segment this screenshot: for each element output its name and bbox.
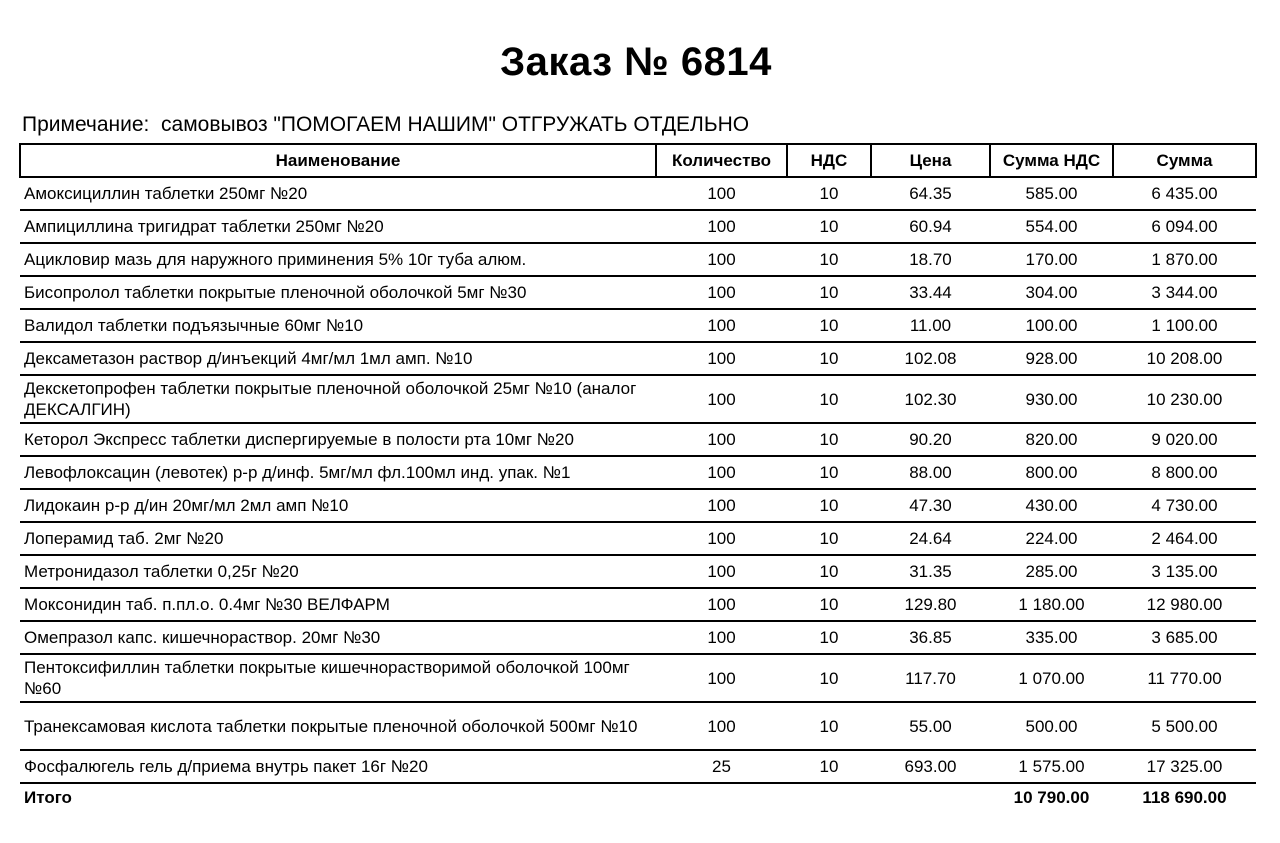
cell-price: 102.30 <box>871 375 990 423</box>
table-row <box>20 342 1256 375</box>
table-row <box>20 177 1256 210</box>
table-row <box>20 555 1256 588</box>
cell-vat-sum: 1 180.00 <box>990 588 1113 621</box>
cell-vat: 10 <box>787 750 871 783</box>
table-row <box>20 702 1256 750</box>
cell-vat-sum: 554.00 <box>990 210 1113 243</box>
cell-qty: 100 <box>656 342 787 375</box>
table-row <box>20 489 1256 522</box>
table-row <box>20 621 1256 654</box>
table-row <box>20 276 1256 309</box>
total-label: Итого <box>24 787 72 807</box>
table-row <box>20 423 1256 456</box>
cell-name: Фосфалюгель гель д/приема внутрь пакет 16г №20 <box>20 750 656 783</box>
cell-price: 117.70 <box>871 654 990 702</box>
cell-price: 102.08 <box>871 342 990 375</box>
col-header-name: Наименование <box>20 144 656 177</box>
cell-sum: 12 980.00 <box>1113 588 1256 621</box>
cell-name: Омепразол капс. кишечнораствор. 20мг №30 <box>20 621 656 654</box>
cell-sum: 17 325.00 <box>1113 750 1256 783</box>
cell-qty: 100 <box>656 309 787 342</box>
cell-sum: 4 730.00 <box>1113 489 1256 522</box>
cell-qty: 100 <box>656 456 787 489</box>
cell-qty: 100 <box>656 423 787 456</box>
table-row <box>20 588 1256 621</box>
cell-vat-sum: 285.00 <box>990 555 1113 588</box>
cell-name: Лидокаин р-р д/ин 20мг/мл 2мл амп №10 <box>20 489 656 522</box>
cell-sum: 3 685.00 <box>1113 621 1256 654</box>
table-row <box>20 456 1256 489</box>
cell-sum: 5 500.00 <box>1113 702 1256 750</box>
table-row <box>20 375 1256 423</box>
col-header-vat-sum: Сумма НДС <box>990 144 1113 177</box>
cell-qty: 100 <box>656 276 787 309</box>
cell-name: Транексамовая кислота таблетки покрытые пленочной оболочкой 500мг №10 <box>20 702 656 750</box>
cell-vat-sum: 800.00 <box>990 456 1113 489</box>
cell-price: 129.80 <box>871 588 990 621</box>
cell-vat: 10 <box>787 243 871 276</box>
table-header-row <box>20 144 1256 177</box>
page-title: Заказ № 6814 <box>500 40 772 84</box>
cell-qty: 100 <box>656 588 787 621</box>
cell-price: 64.35 <box>871 177 990 210</box>
cell-vat: 10 <box>787 621 871 654</box>
cell-vat-sum: 224.00 <box>990 522 1113 555</box>
cell-price: 33.44 <box>871 276 990 309</box>
table-row <box>20 309 1256 342</box>
cell-name: Бисопролол таблетки покрытые пленочной оболочкой 5мг №30 <box>20 276 656 309</box>
cell-vat: 10 <box>787 588 871 621</box>
cell-vat: 10 <box>787 702 871 750</box>
cell-sum: 3 344.00 <box>1113 276 1256 309</box>
cell-name: Амоксициллин таблетки 250мг №20 <box>20 177 656 210</box>
cell-price: 693.00 <box>871 750 990 783</box>
cell-sum: 9 020.00 <box>1113 423 1256 456</box>
cell-sum: 11 770.00 <box>1113 654 1256 702</box>
order-note: Примечание: самовывоз "ПОМОГАЕМ НАШИМ" ОТГРУЖАТЬ ОТДЕЛЬНО <box>22 113 750 136</box>
cell-sum: 6 435.00 <box>1113 177 1256 210</box>
cell-name: Лоперамид таб. 2мг №20 <box>20 522 656 555</box>
cell-name: Кеторол Экспресс таблетки диспергируемые в полости рта 10мг №20 <box>20 423 656 456</box>
cell-vat-sum: 170.00 <box>990 243 1113 276</box>
total-row <box>20 783 1256 810</box>
cell-vat: 10 <box>787 210 871 243</box>
col-header-price: Цена <box>871 144 990 177</box>
cell-vat: 10 <box>787 342 871 375</box>
cell-sum: 6 094.00 <box>1113 210 1256 243</box>
cell-vat-sum: 1 575.00 <box>990 750 1113 783</box>
table-row <box>20 522 1256 555</box>
cell-name: Дексаметазон раствор д/инъекций 4мг/мл 1мл амп. №10 <box>20 342 656 375</box>
cell-name: Пентоксифиллин таблетки покрытые кишечнорастворимой оболочкой 100мг №60 <box>20 654 656 702</box>
cell-name: Метронидазол таблетки 0,25г №20 <box>20 555 656 588</box>
cell-name: Валидол таблетки подъязычные 60мг №10 <box>20 309 656 342</box>
table-row <box>20 750 1256 783</box>
table-row <box>20 210 1256 243</box>
cell-vat-sum: 100.00 <box>990 309 1113 342</box>
cell-vat: 10 <box>787 456 871 489</box>
cell-price: 55.00 <box>871 702 990 750</box>
total-vat-sum: 10 790.00 <box>1013 787 1090 807</box>
cell-qty: 100 <box>656 555 787 588</box>
cell-vat: 10 <box>787 375 871 423</box>
cell-vat: 10 <box>787 489 871 522</box>
cell-vat-sum: 430.00 <box>990 489 1113 522</box>
cell-qty: 100 <box>656 654 787 702</box>
cell-sum: 10 230.00 <box>1113 375 1256 423</box>
cell-vat-sum: 820.00 <box>990 423 1113 456</box>
cell-sum: 10 208.00 <box>1113 342 1256 375</box>
table-row <box>20 654 1256 702</box>
cell-sum: 3 135.00 <box>1113 555 1256 588</box>
cell-price: 90.20 <box>871 423 990 456</box>
cell-vat-sum: 304.00 <box>990 276 1113 309</box>
table-row <box>20 243 1256 276</box>
total-empty-cell <box>787 783 871 810</box>
cell-qty: 100 <box>656 243 787 276</box>
cell-vat: 10 <box>787 276 871 309</box>
col-header-vat: НДС <box>787 144 871 177</box>
cell-vat-sum: 930.00 <box>990 375 1113 423</box>
cell-price: 47.30 <box>871 489 990 522</box>
cell-qty: 100 <box>656 375 787 423</box>
cell-vat: 10 <box>787 423 871 456</box>
cell-qty: 100 <box>656 702 787 750</box>
cell-vat-sum: 928.00 <box>990 342 1113 375</box>
cell-name: Декскетопрофен таблетки покрытые пленочной оболочкой 25мг №10 (аналог ДЕКСАЛГИН) <box>20 375 656 423</box>
order-table <box>19 143 1257 810</box>
cell-sum: 1 100.00 <box>1113 309 1256 342</box>
cell-name: Левофлоксацин (левотек) р-р д/инф. 5мг/мл фл.100мл инд. упак. №1 <box>20 456 656 489</box>
cell-name: Моксонидин таб. п.пл.о. 0.4мг №30 ВЕЛФАРМ <box>20 588 656 621</box>
cell-vat: 10 <box>787 522 871 555</box>
cell-name: Ацикловир мазь для наружного приминения 5% 10г туба алюм. <box>20 243 656 276</box>
cell-vat: 10 <box>787 309 871 342</box>
total-empty-cell <box>656 783 787 810</box>
cell-sum: 8 800.00 <box>1113 456 1256 489</box>
cell-qty: 100 <box>656 177 787 210</box>
cell-vat-sum: 500.00 <box>990 702 1113 750</box>
cell-vat: 10 <box>787 555 871 588</box>
col-header-sum: Сумма <box>1113 144 1256 177</box>
total-empty-cell <box>871 783 990 810</box>
col-header-qty: Количество <box>656 144 787 177</box>
cell-vat-sum: 585.00 <box>990 177 1113 210</box>
cell-price: 88.00 <box>871 456 990 489</box>
cell-vat-sum: 1 070.00 <box>990 654 1113 702</box>
cell-sum: 1 870.00 <box>1113 243 1256 276</box>
cell-vat-sum: 335.00 <box>990 621 1113 654</box>
cell-vat: 10 <box>787 654 871 702</box>
cell-qty: 25 <box>656 750 787 783</box>
total-sum: 118 690.00 <box>1142 787 1227 807</box>
cell-price: 18.70 <box>871 243 990 276</box>
cell-price: 31.35 <box>871 555 990 588</box>
cell-qty: 100 <box>656 210 787 243</box>
cell-qty: 100 <box>656 489 787 522</box>
cell-sum: 2 464.00 <box>1113 522 1256 555</box>
cell-qty: 100 <box>656 522 787 555</box>
cell-price: 36.85 <box>871 621 990 654</box>
cell-price: 11.00 <box>871 309 990 342</box>
cell-qty: 100 <box>656 621 787 654</box>
cell-price: 60.94 <box>871 210 990 243</box>
cell-name: Ампициллина тригидрат таблетки 250мг №20 <box>20 210 656 243</box>
cell-vat: 10 <box>787 177 871 210</box>
cell-price: 24.64 <box>871 522 990 555</box>
